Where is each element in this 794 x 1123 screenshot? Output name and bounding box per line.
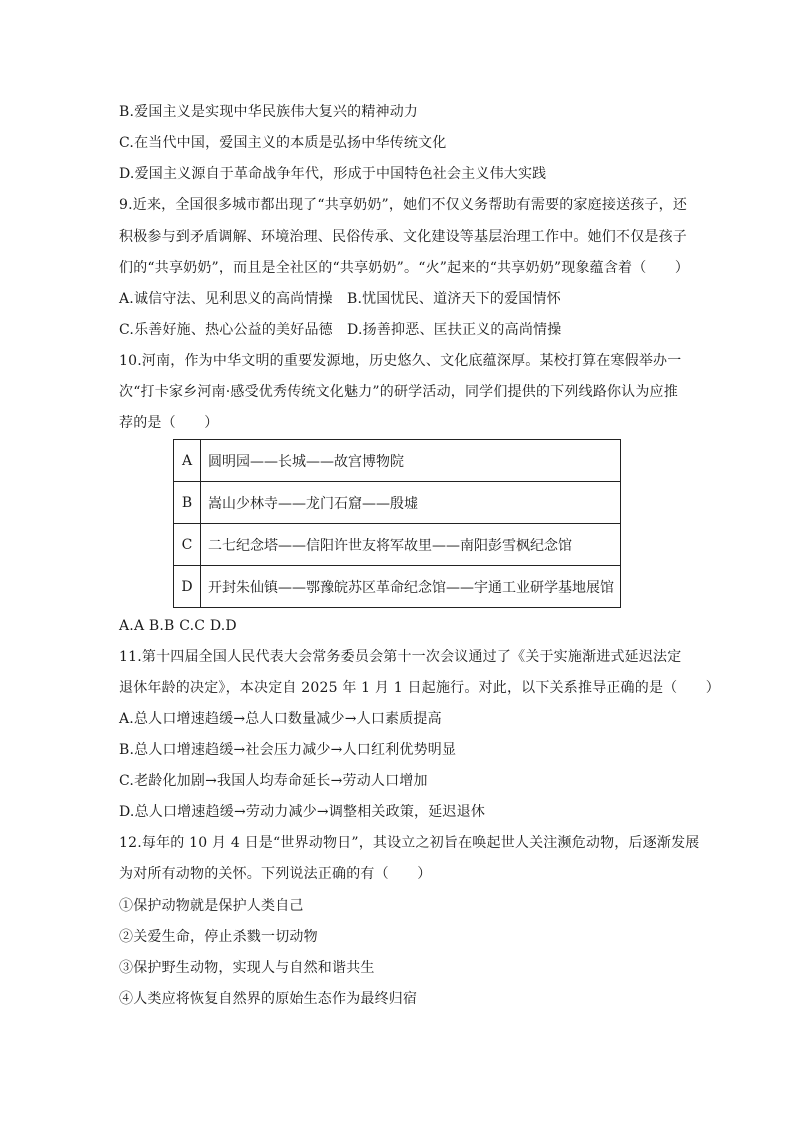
q9-stem-line-1: 9.近来，全国很多城市都出现了“共享奶奶”，她们不仅义务帮助有需要的家庭接送孩子，还 [119,197,688,213]
q11-option-d: D.总人口增速趋缓→劳动力减少→调整相关政策，延迟退休 [119,804,486,820]
q12-statement-3: ③保护野生动物，实现人与自然和谐共生 [119,960,375,976]
q10-options: A.A B.B C.C D.D [119,618,237,634]
route-key: B [174,482,201,524]
q12-statement-4: ④人类应将恢复自然界的原始生态作为最终归宿 [119,991,418,1007]
q10-stem-line-1: 10.河南，作为中华文明的重要发源地，历史悠久、文化底蕴深厚。某校打算在寒假举办一 [119,353,682,369]
q10-stem-line-3: 荐的是（ ） [119,415,219,431]
q11-stem-line-2: 退休年龄的决定》，本决定自 2025 年 1 月 1 日起施行。对此，以下关系推导正确的是（ ） [119,680,720,696]
q8-option-c: C.在当代中国，爱国主义的本质是弘扬中华传统文化 [119,135,447,151]
table-row [174,482,621,524]
q12-statement-1: ①保护动物就是保护人类自己 [119,898,304,914]
route-key: C [174,524,201,566]
q11-stem-line-1: 11.第十四届全国人民代表大会常务委员会第十一次会议通过了《关于实施渐进式延迟法定 [119,649,682,665]
q8-option-b: B.爱国主义是实现中华民族伟大复兴的精神动力 [119,104,419,120]
q11-option-b: B.总人口增速趋缓→社会压力减少→人口红利优势明显 [119,742,457,758]
q8-option-d: D.爱国主义源自于革命战争年代，形成于中国特色社会主义伟大实践 [119,166,547,182]
table-row [174,524,621,566]
route-key: D [174,566,201,608]
route-key: A [174,440,201,482]
q9-stem-line-3: 们的“共享奶奶”，而且是全社区的“共享奶奶”。“火”起来的“共享奶奶”现象蕴含着（ ） [119,260,690,276]
q9-options-ab: A.诚信守法、见利思义的高尚情操 B.忧国忧民、道济天下的爱国情怀 [119,291,561,307]
route-text: 嵩山少林寺——龙门石窟——殷墟 [201,482,621,524]
table-row [174,440,621,482]
q10-stem-line-2: 次“打卡家乡河南·感受优秀传统文化魅力”的研学活动，同学们提供的下列线路你认为应推 [119,384,678,400]
table-row [174,566,621,608]
q9-options-cd: C.乐善好施、热心公益的美好品德 D.扬善抑恶、匡扶正义的高尚情操 [119,322,562,338]
route-text: 圆明园——长城——故宫博物院 [201,440,621,482]
q12-stem-line-2: 为对所有动物的关怀。下列说法正确的有（ ） [119,866,432,882]
q11-option-a: A.总人口增速趋缓→总人口数量减少→人口素质提高 [119,711,442,727]
route-text: 开封朱仙镇——鄂豫皖苏区革命纪念馆——宇通工业研学基地展馆 [201,566,621,608]
q12-statement-2: ②关爱生命，停止杀戮一切动物 [119,929,318,945]
route-options-table [173,439,621,608]
q11-option-c: C.老龄化加剧→我国人均寿命延长→劳动人口增加 [119,773,428,789]
q12-stem-line-1: 12.每年的 10 月 4 日是“世界动物日”，其设立之初旨在唤起世人关注濒危动物，后逐渐发展 [119,835,700,851]
q9-stem-line-2: 积极参与到矛盾调解、环境治理、民俗传承、文化建设等基层治理工作中。她们不仅是孩子 [119,229,687,245]
route-text: 二七纪念塔——信阳许世友将军故里——南阳彭雪枫纪念馆 [201,524,621,566]
